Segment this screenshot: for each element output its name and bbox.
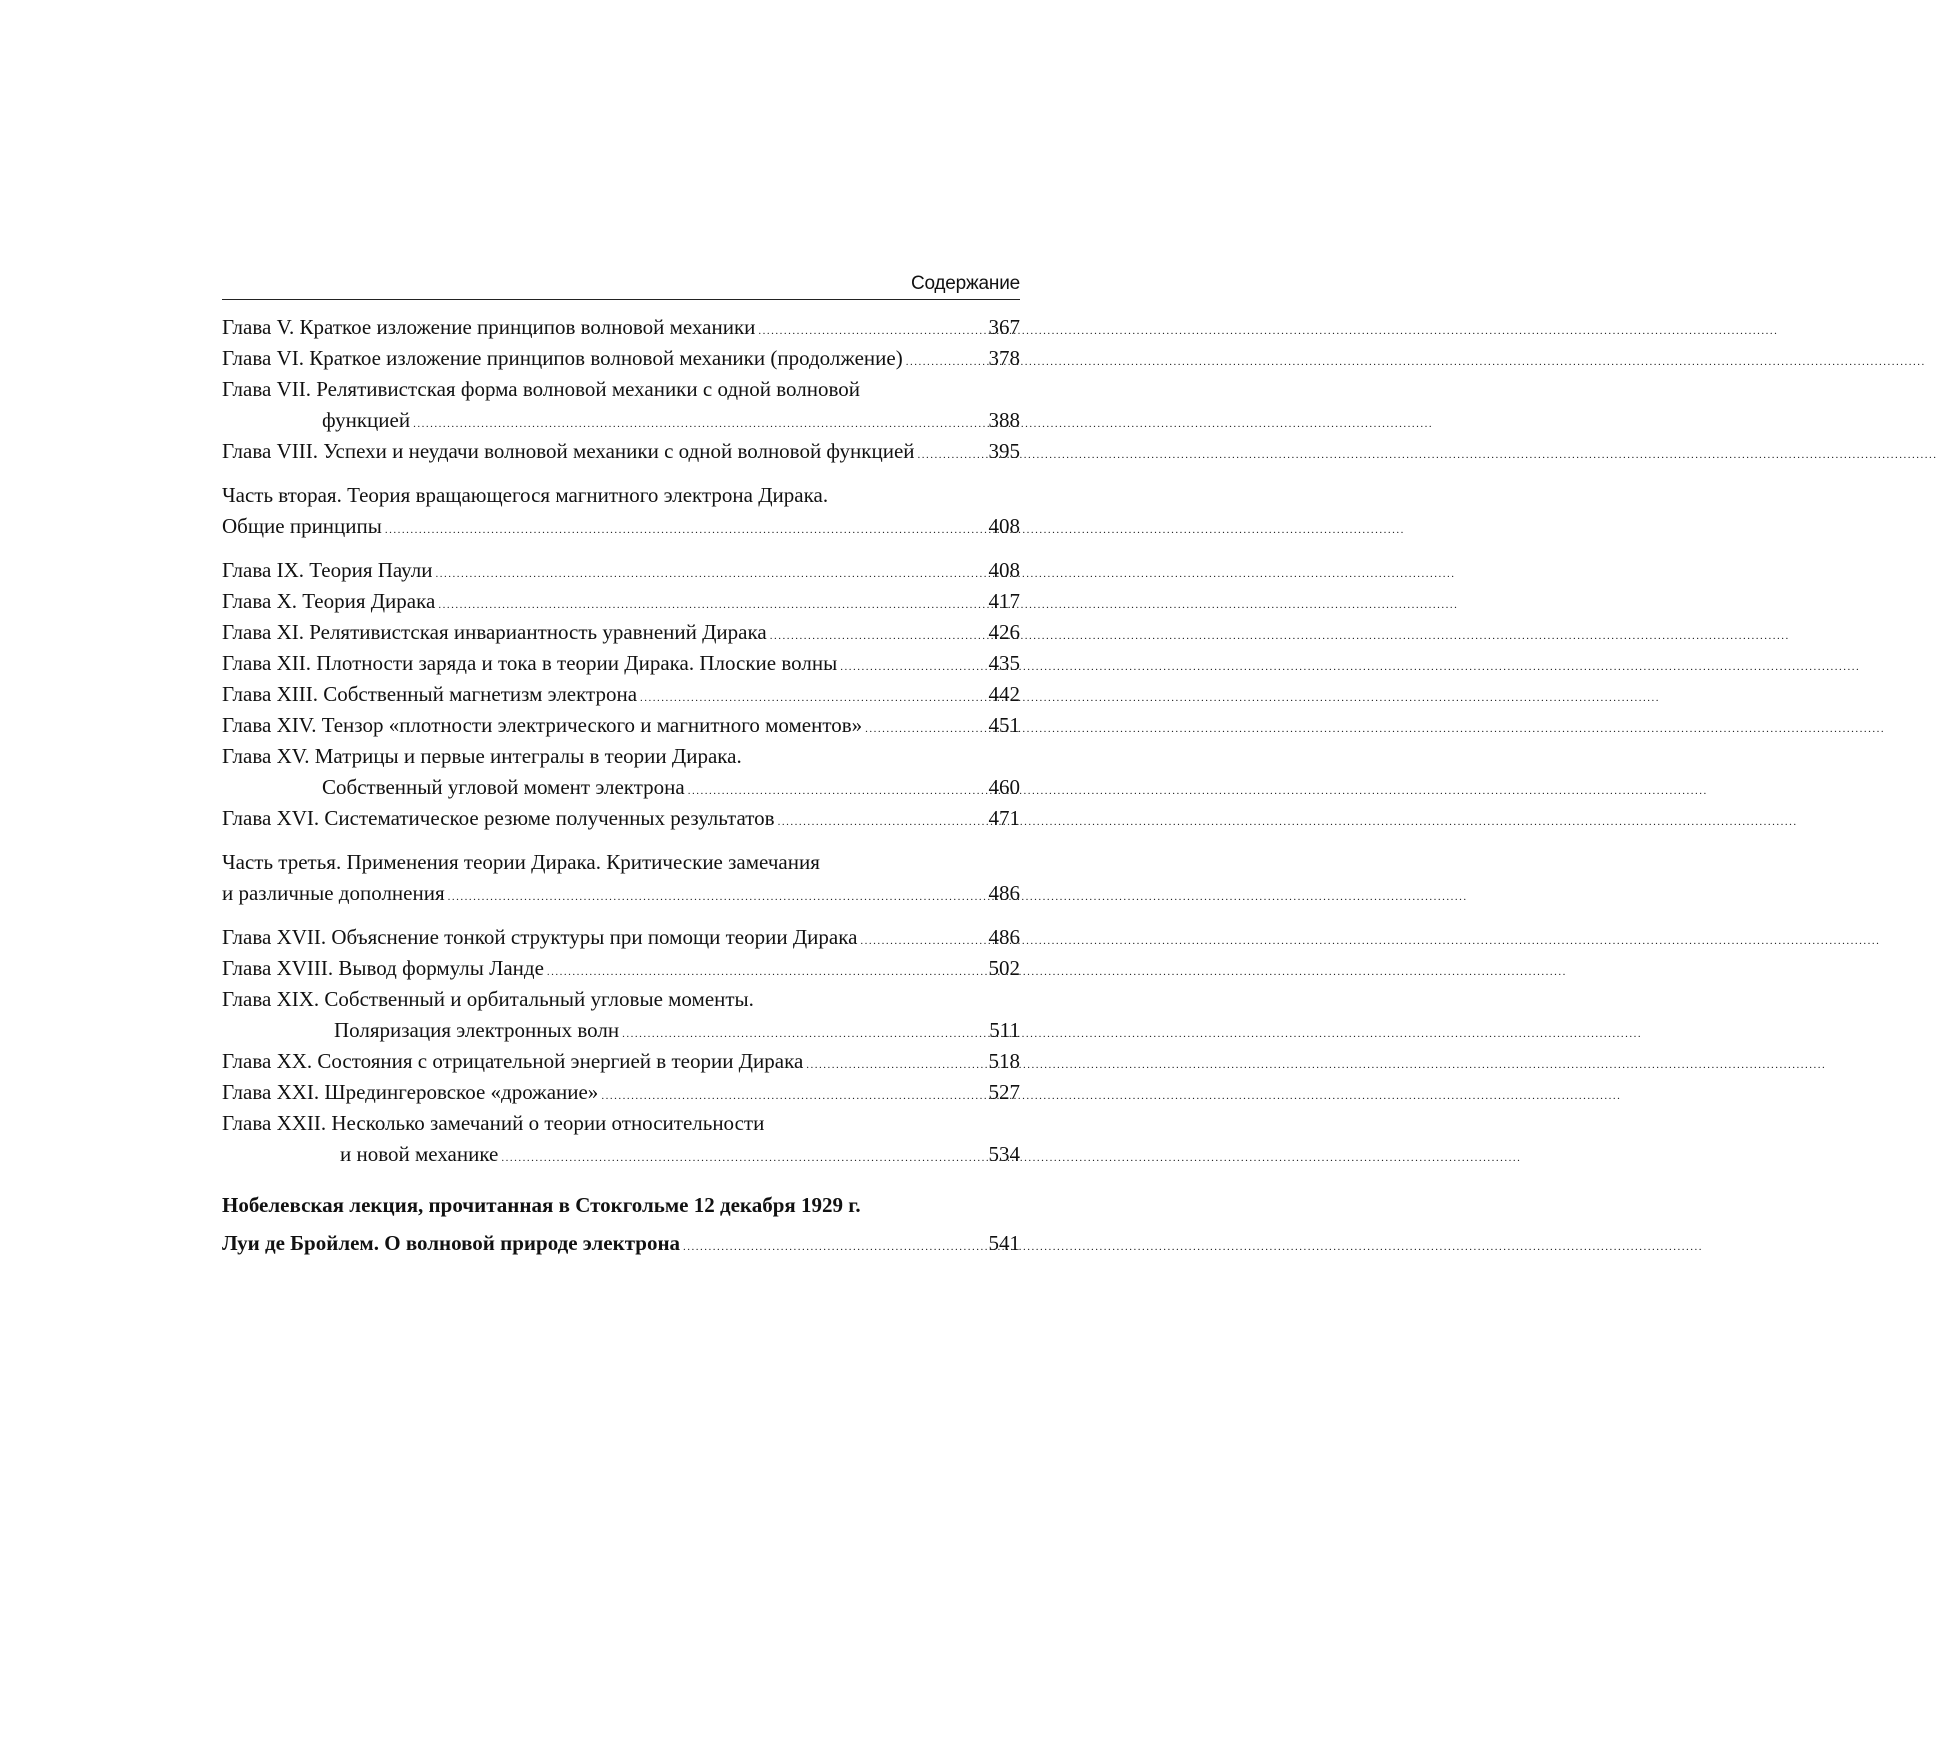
dot-leader — [778, 817, 985, 828]
toc-entry-title-line2: Общие принципы — [222, 514, 382, 538]
dot-leader — [438, 600, 984, 611]
toc-entry-page: 367 — [988, 315, 1020, 339]
toc-entry-title: Глава XVII. Объяснение тонкой структуры при помощи теории Дирака — [222, 925, 858, 949]
toc-entry-ch10[interactable] — [222, 586, 1020, 617]
toc-entry-ch20[interactable] — [222, 1046, 1020, 1077]
toc-entry-ch21[interactable] — [222, 1077, 1020, 1108]
dot-leader — [601, 1091, 984, 1102]
toc-entry-ch17[interactable] — [222, 922, 1020, 953]
toc-entry-title-line2: и новой механике — [340, 1142, 499, 1166]
toc-entry-title-line2: и различные дополнения — [222, 881, 445, 905]
toc-entry-ch12[interactable] — [222, 648, 1020, 679]
toc-entry-title: Глава XX. Состояния с отрицательной энергией в теории Дирака — [222, 1049, 804, 1073]
toc-entry-page: 388 — [988, 408, 1020, 432]
toc-entry-ch7[interactable] — [222, 374, 1020, 436]
toc-entry-page: 442 — [988, 682, 1020, 706]
toc-entry-ch5[interactable] — [222, 312, 1020, 343]
toc-entry-page: 435 — [988, 651, 1020, 675]
toc-entry-title: Глава XIV. Тензор «плотности электрического и магнитного моментов» — [222, 713, 863, 737]
dot-leader — [906, 357, 985, 368]
toc-entry-title-line1: Нобелевская лекция, прочитанная в Стокгольме 12 декабря 1929 г. — [222, 1193, 861, 1217]
toc-entry-page: 527 — [988, 1080, 1020, 1104]
toc-entry-page: 417 — [988, 589, 1020, 613]
dot-leader — [683, 1242, 984, 1253]
running-header: Содержание — [222, 272, 1020, 300]
toc-entry-page: 426 — [988, 620, 1020, 644]
toc-entry-title: Глава XXI. Шредингеровское «дрожание» — [222, 1080, 599, 1104]
toc-entry-title: Глава IX. Теория Паули — [222, 558, 433, 582]
toc-entry-ch16[interactable] — [222, 803, 1020, 834]
toc-entry-title: Глава XI. Релятивистская инвариантность уравнений Дирака — [222, 620, 767, 644]
toc-entry-title: Глава XIII. Собственный магнетизм электрона — [222, 682, 638, 706]
toc-entry-ch11[interactable] — [222, 617, 1020, 648]
dot-leader — [770, 631, 985, 642]
dot-leader — [547, 967, 985, 978]
dot-leader — [758, 326, 984, 337]
toc-entry-page: 486 — [988, 925, 1020, 949]
toc-entry-title-line2: Собственный угловой момент электрона — [322, 775, 685, 799]
toc-entry-ch6[interactable] — [222, 343, 1020, 374]
dot-leader — [688, 786, 985, 797]
toc-entry-title: Глава XII. Плотности заряда и тока в теории Дирака. Плоские волны — [222, 651, 838, 675]
dot-leader — [840, 662, 984, 673]
toc-entry-title-line1: Часть третья. Применения теории Дирака. Критические замечания — [222, 850, 820, 874]
toc-entry-title: Глава XVI. Систематическое резюме полученных результатов — [222, 806, 775, 830]
toc-entry-ch15[interactable] — [222, 741, 1020, 803]
dot-leader — [385, 525, 985, 536]
toc-entry-ch8[interactable] — [222, 436, 1020, 467]
dot-leader — [413, 419, 984, 430]
toc-entry-ch14[interactable] — [222, 710, 1020, 741]
toc-entry-title-line2: Луи де Бройлем. О волновой природе электрона — [222, 1231, 681, 1255]
toc-entry-page: 534 — [988, 1142, 1020, 1166]
toc-entry-ch18[interactable] — [222, 953, 1020, 984]
toc-entry-page: 471 — [988, 806, 1020, 830]
toc-entry-title: Глава XVIII. Вывод формулы Ланде — [222, 956, 544, 980]
toc-entry-part2[interactable] — [222, 480, 1020, 542]
toc-entry-title: Глава V. Краткое изложение принципов волновой механики — [222, 315, 756, 339]
dot-leader — [448, 892, 985, 903]
dot-leader — [435, 569, 984, 580]
toc-entry-part3[interactable] — [222, 847, 1020, 909]
toc-entry-page: 486 — [988, 881, 1020, 905]
toc-entry-title-line2: функцией — [322, 408, 411, 432]
toc-entry-page: 518 — [988, 1049, 1020, 1073]
toc-entry-title: Глава VI. Краткое изложение принципов волновой механики (продолжение) — [222, 346, 903, 370]
toc-entry-title-line2: Поляризация электронных волн — [334, 1018, 620, 1042]
toc-entry-title-line1: Глава XXII. Несколько замечаний о теории относительности — [222, 1111, 765, 1135]
toc-entry-ch19[interactable] — [222, 984, 1020, 1046]
toc-entry-page: 502 — [988, 956, 1020, 980]
toc-page — [222, 272, 1020, 1262]
toc-entry-page: 511 — [989, 1018, 1020, 1042]
toc-entry-page: 451 — [988, 713, 1020, 737]
toc-entry-title-line1: Глава XIX. Собственный и орбитальный угловые моменты. — [222, 987, 754, 1011]
dot-leader — [622, 1029, 985, 1040]
toc-entry-page: 395 — [988, 439, 1020, 463]
dot-leader — [640, 693, 984, 704]
toc-entry-title: Глава VIII. Успехи и неудачи волновой механики с одной волновой функцией — [222, 439, 915, 463]
dot-leader — [860, 936, 984, 947]
dot-leader — [501, 1153, 984, 1164]
toc-entry-ch9[interactable] — [222, 555, 1020, 586]
toc-entry-page: 378 — [988, 346, 1020, 370]
toc-entry-title-line1: Глава XV. Матрицы и первые интегралы в теории Дирака. — [222, 744, 742, 768]
table-of-contents — [222, 312, 1020, 1262]
toc-entry-page: 408 — [988, 558, 1020, 582]
toc-entry-page: 460 — [988, 775, 1020, 799]
dot-leader — [865, 724, 984, 735]
toc-entry-title-line1: Глава VII. Релятивистская форма волновой механики с одной волновой — [222, 377, 860, 401]
dot-leader — [918, 450, 985, 461]
toc-entry-title: Глава X. Теория Дирака — [222, 589, 436, 613]
toc-entry-title-line1: Часть вторая. Теория вращающегося магнитного электрона Дирака. — [222, 483, 829, 507]
toc-entry-nobel-lecture[interactable] — [222, 1186, 1020, 1262]
toc-entry-page: 408 — [988, 514, 1020, 538]
toc-entry-page: 541 — [988, 1231, 1020, 1255]
toc-entry-ch13[interactable] — [222, 679, 1020, 710]
dot-leader — [806, 1060, 984, 1071]
toc-entry-ch22[interactable] — [222, 1108, 1020, 1170]
